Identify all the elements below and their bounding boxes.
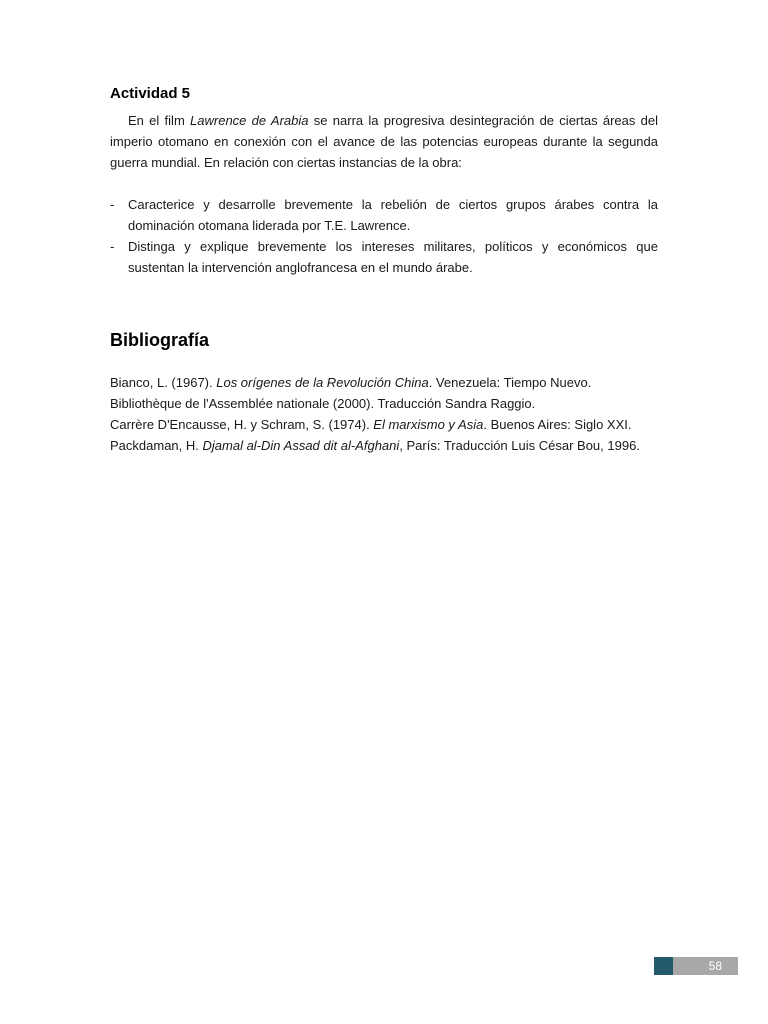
bullet-marker: - [110, 239, 115, 254]
bibliography-entry [110, 435, 658, 456]
activity-title: Actividad 5 [110, 85, 191, 102]
bibliography-entry [110, 393, 658, 414]
list-item [110, 194, 658, 236]
page-footer [654, 957, 738, 975]
entry-text: Packdaman, H. [110, 438, 203, 453]
list-item [110, 236, 658, 278]
page-content [110, 84, 658, 456]
activity-bullet-list [110, 194, 658, 278]
entry-text: Bianco, L. (1967). [110, 375, 217, 390]
bullet-text: Distinga y explique brevemente los intereses militares, políticos y económicos que sustentan la intervención anglofrancesa en el mundo árabe. [128, 239, 658, 275]
bibliography-title: Bibliografía [110, 330, 210, 350]
intro-text-before: En el film [128, 113, 191, 128]
activity-intro-paragraph [110, 110, 658, 173]
entry-title: Djamal al-Din Assad dit al-Afghani [202, 438, 400, 453]
entry-text: . Buenos Aires: Siglo XXI. [483, 417, 632, 432]
entry-title: El marxismo y Asia [373, 417, 484, 432]
intro-text-after: se narra la progresiva desintegración de ciertas áreas del imperio otomano en conexión con el avance de las potencias europeas durante la segunda guerra mundial. En relación con ciertas instancias de la obra: [110, 113, 658, 170]
entry-title: Los orígenes de la Revolución China [216, 375, 429, 390]
film-title: Lawrence de Arabia [190, 113, 309, 128]
bibliography-entry [110, 414, 658, 435]
footer-accent-block [654, 957, 673, 975]
bibliography-entry [110, 372, 658, 393]
entry-text: Carrère D'Encausse, H. y Schram, S. (1974). [110, 417, 374, 432]
bullet-marker: - [110, 197, 115, 212]
entry-text: Bibliothèque de l'Assemblée nationale (2000). Traducción Sandra Raggio. [110, 396, 536, 411]
entry-text: , París: Traducción Luis César Bou, 1996. [399, 438, 640, 453]
bullet-text: Caracterice y desarrolle brevemente la rebelión de ciertos grupos árabes contra la dominación otomana liderada por T.E. Lawrence. [128, 197, 658, 233]
bibliography-list [110, 372, 658, 456]
entry-text: . Venezuela: Tiempo Nuevo. [428, 375, 592, 390]
page-number: 58 [673, 957, 738, 975]
